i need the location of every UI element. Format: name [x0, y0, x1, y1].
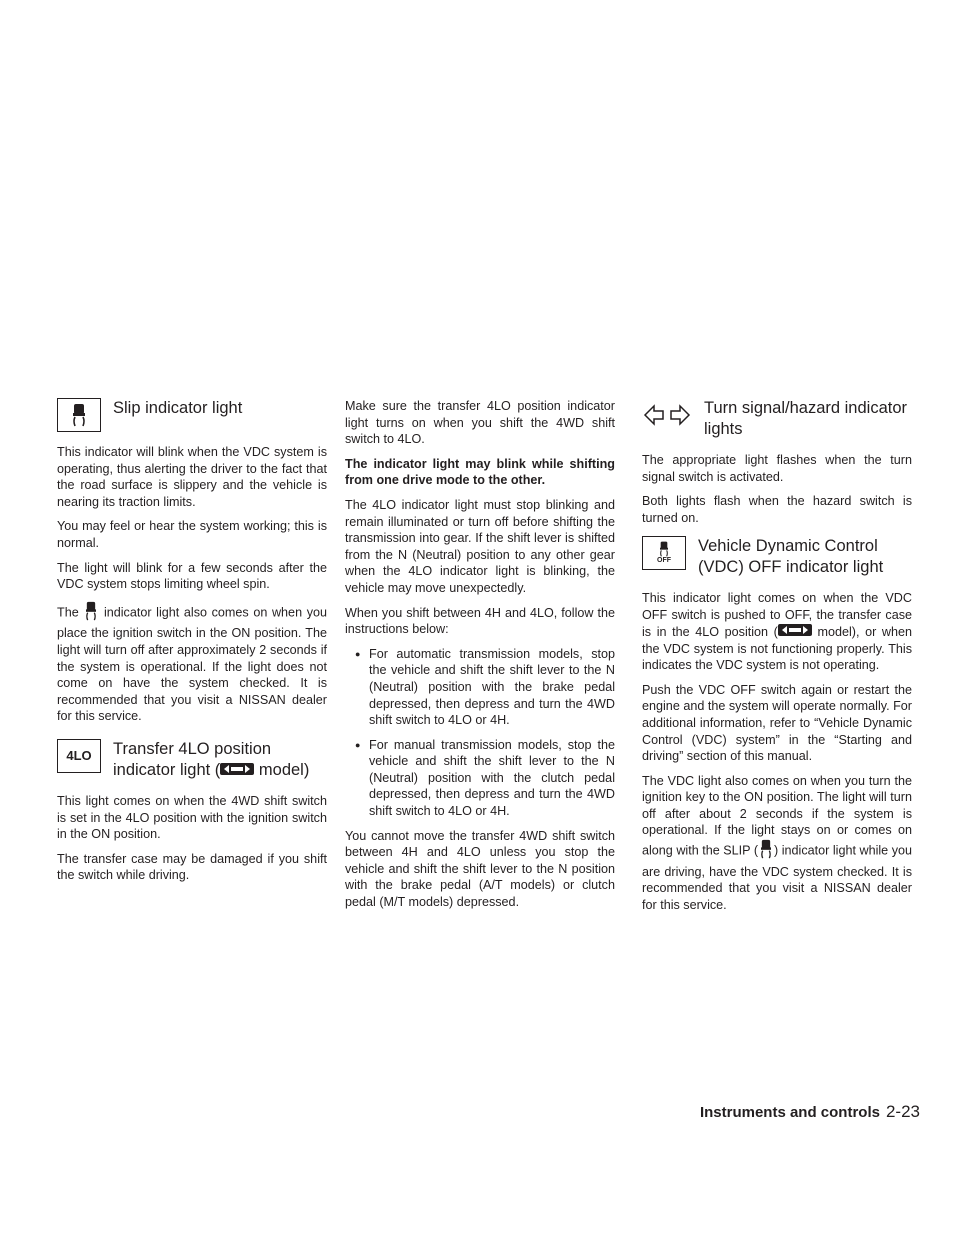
- 4lo-icon-label: 4LO: [66, 748, 92, 764]
- vdc-p1: [642, 590, 912, 673]
- footer-section: Instruments and controls: [699, 1104, 880, 1121]
- col2-p3: The 4LO indicator light must stop blinking and remain illuminated or turn off before shifting the transmission into gear. If the shift lever is shifted from the N (Neutral) position to any other gear when the 4LO indicator light is blinking, the vehicle may move unexpectedly.: [345, 497, 615, 595]
- page-footer: [690, 1102, 920, 1122]
- list-item: ● For manual transmission models, stop the vehicle and shift the shift lever to the N (Neutral) position with the clutch pedal depressed, then depress and turn the 4WD shift switch to 4LO or 4H.: [345, 737, 615, 820]
- transfer-title: [113, 739, 327, 781]
- slip-p3: The light will blink for a few seconds after the VDC system stops limiting wheel spin.: [57, 560, 327, 592]
- turn-signal-icon: [642, 398, 692, 432]
- slip-p4: [57, 601, 327, 725]
- vdc-off-icon: [642, 536, 686, 570]
- page-number: 2-23: [885, 1102, 920, 1121]
- 4x4-icon: [220, 760, 254, 781]
- vdc-p3-a: The VDC light also comes on when you turn the ignition key to the ON position. The light will turn off after about 2 seconds if the system is operational. If the light stays on or comes on along with the SLIP (: [642, 773, 912, 858]
- transfer-title-b: model): [258, 760, 310, 779]
- 4x4-icon: [778, 624, 812, 641]
- col2-p1: Make sure the transfer 4LO position indicator light turns on when you shift the 4WD shift switch to 4LO.: [345, 399, 615, 447]
- slip-inline-icon: [758, 839, 774, 864]
- list-item: ● For automatic transmission models, stop the vehicle and shift the shift lever to the N (Neutral) position with the brake pedal depressed, then depress and turn the 4WD shift switch to 4LO or 4H.: [345, 646, 615, 729]
- slip-title: Slip indicator light: [113, 399, 243, 417]
- turn-heading: [642, 398, 912, 440]
- col2-p2: The indicator light may blink while shifting from one drive mode to the other.: [345, 456, 615, 488]
- vdc-p1-b: model), or when the VDC system is not functioning properly. This indicates the VDC system is not operating.: [642, 624, 913, 673]
- turn-p1: The appropriate light flashes when the turn signal switch is activated.: [642, 453, 912, 484]
- slip-p1: This indicator will blink when the VDC system is operating, thus alerting the driver to the fact that the road surface is slippery and the vehicle is nearing its traction limits.: [57, 445, 327, 509]
- vdc-heading: [642, 536, 912, 578]
- vdc-p2: Push the VDC OFF switch again or restart the engine and the system will operate normally. For additional information, refer to “Vehicle Dynamic Control (VDC) system” in the “Starting and driving” section of this manual.: [642, 682, 912, 764]
- column-2: [345, 398, 615, 919]
- vdc-title: Vehicle Dynamic Control (VDC) OFF indicator light: [698, 537, 884, 577]
- turn-p2: Both lights flash when the hazard switch is turned on.: [642, 494, 912, 525]
- slip-inline-icon: [83, 601, 99, 626]
- vdc-p1-a: This indicator light comes on when the VDC OFF switch is pushed to OFF, the transfer case is in the 4LO position (: [642, 591, 912, 639]
- slip-heading: [57, 398, 327, 432]
- transfer-title-a: Transfer 4LO position indicator light (: [113, 739, 272, 779]
- column-3: [642, 398, 912, 921]
- col2-p5: You cannot move the transfer 4WD shift switch between 4H and 4LO unless you stop the vehicle and shift the shift lever to the N position with the brake pedal (A/T models) or clutch pedal (M/T models) depressed.: [345, 828, 615, 910]
- vdc-off-icon-label: OFF: [657, 557, 671, 565]
- 4lo-icon: [57, 739, 101, 773]
- vdc-p3-b: ) indicator light while you are driving, have the VDC system checked. It is recommended that you visit a NISSAN dealer for this service.: [642, 843, 912, 912]
- column-1: [57, 398, 327, 892]
- slip-p4-a: The: [57, 605, 79, 620]
- transfer-p1: This light comes on when the 4WD shift switch is set in the 4LO position with the ignition switch in the ON position.: [57, 794, 327, 842]
- transfer-p2: The transfer case may be damaged if you shift the switch while driving.: [57, 851, 327, 883]
- slip-icon: [57, 398, 101, 432]
- vdc-p3: [642, 773, 912, 914]
- slip-p4-b: indicator light also comes on when you place the ignition switch in the ON position. The light will turn off after approximately 2 seconds if the system is operational. If the light does not come on have the system checked. It is recommended that you visit a NISSAN dealer for this service.: [57, 605, 327, 724]
- shift-instructions-list: [345, 646, 615, 820]
- transfer-heading: [57, 739, 327, 781]
- slip-p2: You may feel or hear the system working; this is normal.: [57, 519, 327, 550]
- turn-title: Turn signal/hazard indicator lights: [704, 399, 907, 438]
- col2-p4: When you shift between 4H and 4LO, follow the instructions below:: [345, 605, 615, 637]
